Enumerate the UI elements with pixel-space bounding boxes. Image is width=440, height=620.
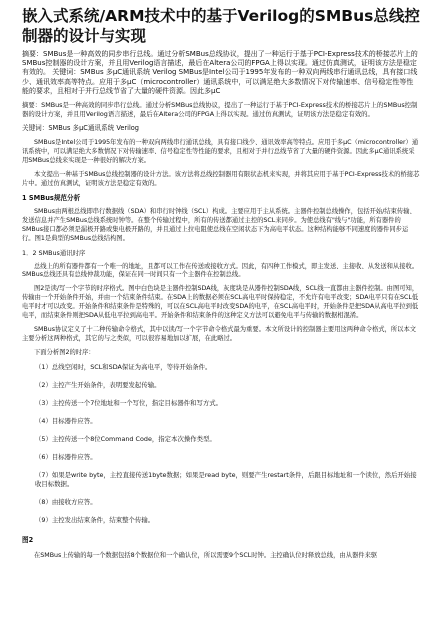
timing-paragraph-3: SMBus协议定义了十二种传输命令格式，其中以读/写一个字节命令格式最为重要。本文所设计的控制器主要用这两种命令格式，所以本文主要分析这两种格式，其它的与之类似，可以很容易地加以扩展，在此略过。 [22,326,417,342]
section-paragraph-smbus-spec: SMBus由两根总线即串行数据线（SDA）和串行时钟线（SCL）构成。主要应用于主从系统。主器件控制总线操作，包括开始/结束传输、发送信息并产生SMBus总线系统时钟等。在整个传输过程中，所有的传送都通过主控的SCL来同步。为使总线有"线与"功能，所有器件的SMBus接口都必须是漏极开路或集电极开路的，并且通过上拉电阻使总线在空闲状态下为高电平状态。这种结构能够不同速度的器件同步运行。图1是典型的SMBus总线结构图。 [22,207,416,242]
step-item: （3）主控传送一个7位地址和一个写位，指定目标器件和写方式。 [35,398,223,407]
article-title: 嵌入式系统/ARM技术中的基于Verilog的SMBus总线控制器的设计与实现 [22,7,420,45]
step-item: （6）目标器件应答。 [35,452,97,461]
intro-paragraph-1: SMBus是Intel公司于1995年发布的一种双向两线串行通讯总线，具有接口线少、通讯效率高等特点。应用于多μC（microcontroller）通讯系统中，可以满足绝大多数情况下对传输速率、信号稳定性等性能的要求，且相对于并行总线节省了大量的硬件资源。因此多μC通讯系统采用SMBus总线来实现是一种很好的解决方案。 [22,139,419,165]
figure-label: 图2 [22,535,34,544]
step-item: （4）目标器件应答。 [35,416,97,425]
subsection-heading-timing: 1．2 SMBus通讯时序 [22,248,86,257]
step-item: （8）由接收方应答。 [35,497,97,506]
section-heading-smbus-spec: 1 SMBus规范分析 [22,193,81,202]
steps-intro: 下面分析图2的时序： [34,348,95,356]
step-item: （7）如果是write byte，主控直接传送1byte数据；如果是read byte，则要产生restart条件，后跟目标地址和一个读位，然后开始接收目标数据。 [35,470,417,488]
step-item: （1）总线空闲时，SCL和SDA保证为高电平，等待开始条件。 [35,362,212,371]
step-item: （5）主控传送一个8位Command Code，指定本次操作类型。 [35,434,216,443]
abstract-paragraph: 摘要：SMBus是一种高效的同步串行总线。通过分析SMBus总线协议，提出了一种运行于基于PCI-Express技术的桥接芯片上的SMBus控制器的设计方案，并且用Verilog语言描述，最后在Altera公司的FPGA上得以实现。通过仿真测试，证明该方法是稳定有效的。 [22,101,418,118]
timing-paragraph-1: 总线上的所有器件都有一个唯一的地址，且都可以工作在传送或接收方式。因此，有四种工作模式，即主发送、主接收、从发送和从接收。SMBus总线还具有总线仲裁功能，保证在同一时间只有一个主器件在控制总线。 [22,262,419,279]
intro-paragraph-2: 本文提出一种基于SMBus总线控制器的设计方法。该方法将总线控制器用有限状态机来实现，并将其应用于基于PCI-Express技术的桥接芯片中。通过仿真测试，证明该方法是稳定有效的。 [22,171,420,188]
keywords-line: 关键词：SMBus 多μC通讯系统 Verilog [22,124,139,133]
timing-paragraph-2: 图2是读/写一个字节的时序格式。图中白色块是主器件控制SDA线，灰度块是从器件控制SDA线，SCL线一直都由主器件控制。由图可知，传输由一个开始条件开始，并由一个结束条件结束。在SDA上的数据必须在SCL高电平时保持稳定，不允许有电平改变；SDA电平只有在SCL低电平时才可以改变。开始条件和结束条件是特殊的，可以在SCL高电平时改变SDA的电平，在SCL高电平时，开始条件是把SDA从高电平拉到低电平，而结束条件则把SDA从低电平拉到高电平。开始条件和结束条件的这种定义方法可以避免电平与传输的数据相混淆。 [22,285,419,320]
closing-paragraph: 在SMBus上传输的每一个数据包括8个数据位和一个确认位，所以需要9个SCL时钟。主控确认位时释放总线，由从器件来驱 [34,551,378,559]
step-item: （2）主控产生开始条件，表明要发起传输。 [35,380,161,389]
step-item: （9）主控发出结束条件，结束整个传输。 [35,515,155,524]
abstract-summary: 摘要：SMBus是一种高效的同步串行总线。通过分析SMBus总线协议，提出了一种运行于基于PCI-Express技术的桥接芯片上的SMBus控制器的设计方案，并且用Verilog语言描述，最后在Altera公司的FPGA上得以实现。通过仿真测试，证明该方法是稳定有效的。 关键词：SMBus 多μC通讯系统 Verilog SMBus是Intel公司于1995年发布的一种双向两线串行通讯总线，具有接口线少、通讯效率高等特点。应用于多μC（microcontroller）通讯系统中，可以满足绝大多数情况下对传输速率、信号稳定性等性能的要求，且相对于并行总线节省了大量的硬件资源。因此多μC [22,50,418,95]
